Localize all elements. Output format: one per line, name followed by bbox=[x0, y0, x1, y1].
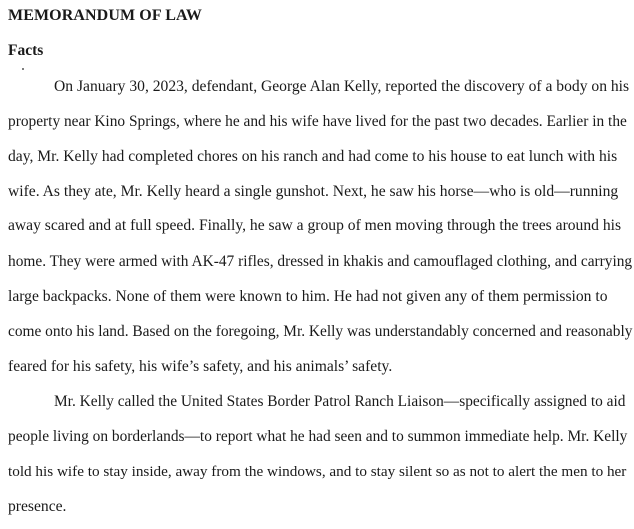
paragraph-1-line-3: day, Mr. Kelly had completed chores on his ranch and had come to his house to eat lunch with his bbox=[8, 148, 618, 165]
paragraph-1-line-1: On January 30, 2023, defendant, George Alan Kelly, reported the discovery of a body on his bbox=[54, 78, 630, 95]
paragraph-1-line-5: away scared and at full speed. Finally, he saw a group of men moving through the trees around his bbox=[8, 217, 622, 234]
paragraph-2-line-3: told his wife to stay inside, away from the windows, and to stay silent so as not to alert the men to her bbox=[8, 463, 627, 480]
paragraph-1-line-2: property near Kino Springs, where he and his wife have lived for the past two decades. Earlier in the bbox=[8, 113, 627, 130]
paragraph-1-line-6: home. They were armed with AK-47 rifles, dressed in khakis and camouflaged clothing, and carrying bbox=[8, 253, 633, 270]
paragraph-2-line-2: people living on borderlands—to report what he had seen and to summon immediate help. Mr. Kelly bbox=[8, 428, 628, 445]
paragraph-2-line-1: Mr. Kelly called the United States Border Patrol Ranch Liaison—specifically assigned to aid bbox=[54, 393, 626, 410]
document-title: MEMORANDUM OF LAW bbox=[8, 7, 202, 24]
section-heading-facts: Facts bbox=[8, 42, 44, 59]
paragraph-1-line-8: come onto his land. Based on the foregoing, Mr. Kelly was understandably concerned and reasonably bbox=[8, 323, 633, 340]
paragraph-1-line-4: wife. As they ate, Mr. Kelly heard a single gunshot. Next, he saw his horse—who is old—running bbox=[8, 183, 619, 200]
scan-speck bbox=[22, 68, 24, 70]
paragraph-1-line-7: large backpacks. None of them were known to him. He had not given any of them permission to bbox=[8, 288, 608, 305]
paragraph-1-line-9: feared for his safety, his wife’s safety, and his animals’ safety. bbox=[8, 358, 393, 375]
paragraph-2-line-4: presence. bbox=[8, 498, 67, 515]
